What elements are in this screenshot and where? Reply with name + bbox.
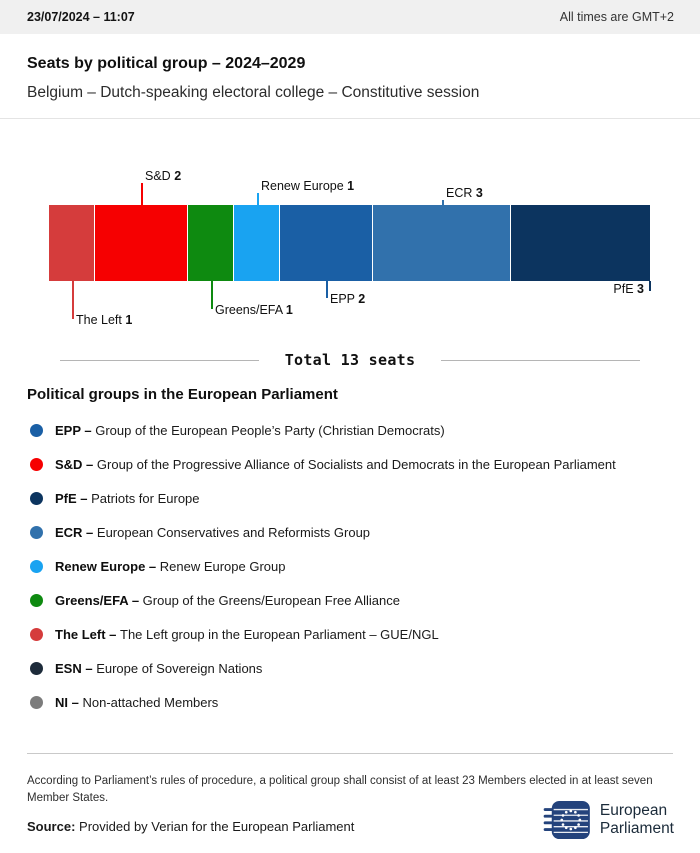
ep-flag-icon	[543, 800, 591, 840]
callout-label-pfe: PfE 3	[613, 282, 644, 296]
timezone-note: All times are GMT+2	[559, 10, 674, 24]
total-seats-label: Total 13 seats	[284, 351, 416, 369]
legend-label: EPP – Group of the European People’s Party (Christian Democrats)	[55, 422, 445, 438]
legend-label: Renew Europe – Renew Europe Group	[55, 558, 286, 574]
legend-item-renew-europe	[27, 549, 673, 583]
legend-item-esn	[27, 651, 673, 685]
page-title: Seats by political group – 2024–2029	[27, 55, 306, 72]
legend-dot-epp	[30, 424, 43, 437]
title-block	[0, 34, 700, 119]
top-bar	[0, 0, 700, 34]
legend-label: PfE – Patriots for Europe	[55, 490, 200, 506]
legend-label: Greens/EFA – Group of the Greens/European Free Alliance	[55, 592, 400, 608]
bar-segment-pfe	[511, 205, 650, 281]
legend-list	[27, 413, 673, 719]
source-label: Source:	[27, 819, 76, 834]
callout-label-s-d: S&D 2	[145, 169, 182, 183]
callout-label-epp: EPP 2	[330, 292, 366, 306]
legend-item-greens-efa	[27, 583, 673, 617]
source-line	[27, 819, 354, 840]
total-rule-right	[441, 360, 640, 361]
legend-item-s-d	[27, 447, 673, 481]
bar-segment-ecr	[373, 205, 512, 281]
legend-dot-s-d	[30, 458, 43, 471]
seats-bar	[49, 205, 650, 281]
legend-label: ESN – Europe of Sovereign Nations	[55, 660, 263, 676]
ep-logo-line2: Parliament	[599, 820, 674, 837]
page-subtitle: Belgium – Dutch-speaking electoral college – Constitutive session	[27, 84, 480, 101]
callout-label-renew-europe: Renew Europe 1	[261, 179, 355, 193]
legend-item-the-left	[27, 617, 673, 651]
callout-line-ecr	[442, 200, 444, 205]
callout-line-epp	[326, 281, 328, 298]
legend-label: NI – Non-attached Members	[55, 694, 219, 710]
ep-logo-wordmark	[600, 802, 674, 839]
legend-dot-the-left	[30, 628, 43, 641]
legend-dot-renew-europe	[30, 560, 43, 573]
callout-label-greens-efa: Greens/EFA 1	[215, 303, 293, 317]
legend-label: The Left – The Left group in the European Parliament – GUE/NGL	[55, 626, 439, 642]
ep-logo-line1: European	[599, 801, 668, 819]
legend-item-ni	[27, 685, 673, 719]
legend-item-ecr	[27, 515, 673, 549]
callout-line-renew-europe	[257, 193, 259, 205]
bar-segment-greens-efa	[188, 205, 234, 281]
bar-segment-epp	[280, 205, 372, 281]
callout-line-pfe	[649, 281, 651, 291]
european-parliament-logo	[543, 800, 674, 840]
legend-dot-ni	[30, 696, 43, 709]
callout-line-the-left	[72, 281, 74, 319]
callout-line-s-d	[141, 183, 143, 205]
total-rule-left	[60, 360, 259, 361]
legend-label: ECR – European Conservatives and Reformists Group	[55, 524, 371, 540]
legend-item-pfe	[27, 481, 673, 515]
political-groups-section	[0, 369, 700, 719]
legend-label: S&D – Group of the Progressive Alliance of Socialists and Democrats in the European Parliament	[55, 456, 616, 472]
callout-line-greens-efa	[211, 281, 213, 309]
callout-label-ecr: ECR 3	[446, 186, 483, 200]
legend-dot-esn	[30, 662, 43, 675]
groups-heading: Political groups in the European Parliament	[27, 386, 338, 403]
legend-item-epp	[27, 413, 673, 447]
topbar-datetime: 23/07/2024 – 11:07	[27, 10, 135, 24]
seats-chart	[0, 119, 700, 331]
bar-segment-s-d	[95, 205, 187, 281]
bar-segment-renew-europe	[234, 205, 280, 281]
source-text: Provided by Verian for the European Parliament	[75, 819, 355, 834]
legend-dot-pfe	[30, 492, 43, 505]
legend-dot-greens-efa	[30, 594, 43, 607]
legend-dot-ecr	[30, 526, 43, 539]
bottom-bar	[27, 800, 674, 840]
callout-label-the-left: The Left 1	[76, 313, 133, 327]
footnote-divider	[27, 753, 673, 754]
total-seats-row	[60, 351, 640, 369]
footnote-text: According to Parliament’s rules of procedure, a political group shall consist of at least 23 Members elected in at least seven Member States.	[27, 774, 653, 804]
bar-segment-the-left	[49, 205, 95, 281]
